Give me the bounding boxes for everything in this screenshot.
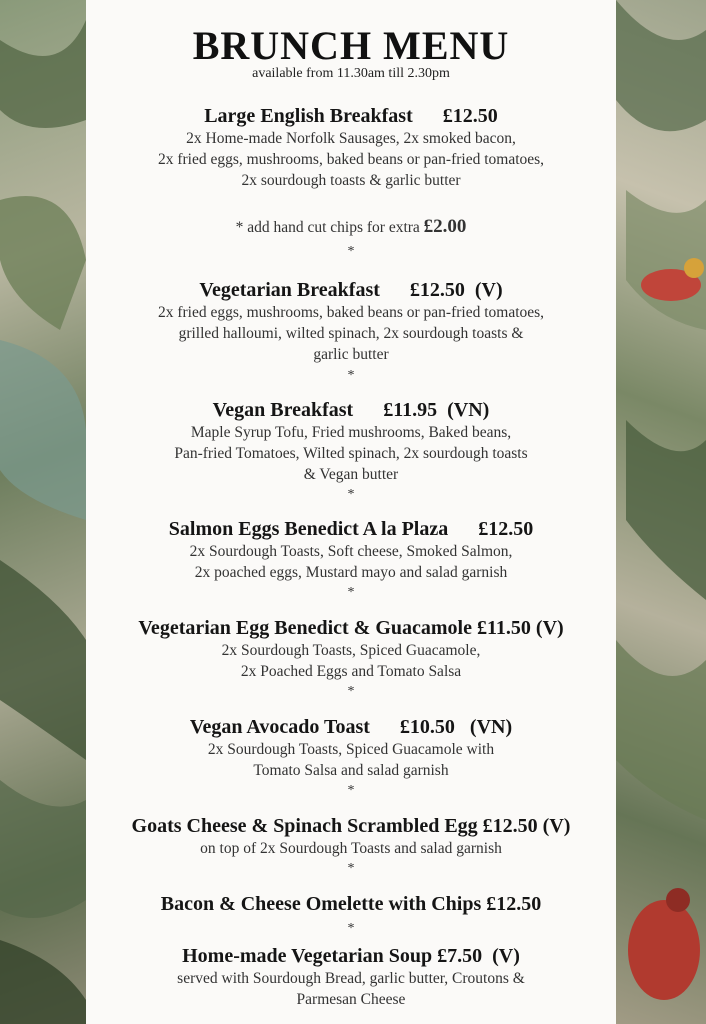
menu-item-price: £11.95 (383, 399, 438, 421)
menu-item-heading (86, 517, 616, 541)
menu-panel (86, 0, 616, 1024)
menu-item-heading (86, 944, 616, 968)
menu-item-description: 2x Sourdough Toasts, Soft cheese, Smoked Salmon, 2x poached eggs, Mustard mayo and salad garnish (189, 543, 513, 581)
menu-item (86, 398, 616, 485)
menu-item-description: 2x Sourdough Toasts, Spiced Guacamole with Tomato Salsa and salad garnish (207, 741, 495, 779)
menu-item-heading (86, 278, 616, 302)
separator-star: * (347, 585, 355, 600)
separator-star: * (347, 244, 355, 259)
menu-item-price: £12.50 (409, 279, 465, 301)
menu-item-diet-tag: (V) (492, 945, 520, 967)
menu-item-name: Goats Cheese & Spinach Scrambled Egg (131, 815, 478, 837)
menu-item-name: Vegan Avocado Toast (189, 716, 370, 738)
menu-item-price: £10.50 (399, 716, 455, 738)
separator-star: * (347, 487, 355, 502)
menu-item-diet-tag: (VN) (469, 716, 513, 738)
separator-star: * (347, 684, 355, 699)
menu-item-heading (86, 814, 616, 838)
separator-star: * (347, 783, 355, 798)
separator-star: * (347, 921, 355, 936)
menu-item-diet-tag: (V) (542, 815, 571, 837)
menu-item-price: £12.50 (486, 893, 542, 915)
menu-item (86, 517, 616, 583)
menu-item-name: Large English Breakfast (204, 105, 413, 127)
menu-item (86, 892, 616, 916)
left-foliage-background (0, 0, 86, 1024)
menu-item-price: £7.50 (437, 945, 483, 967)
right-foliage-background (616, 0, 706, 1024)
menu-item-description: on top of 2x Sourdough Toasts and salad garnish (200, 840, 502, 857)
menu-item-name: Home-made Vegetarian Soup (182, 945, 433, 967)
bird-bottom-illustration (628, 900, 700, 1000)
extra-chips-note (86, 216, 616, 238)
menu-item-price: £12.50 (478, 518, 534, 540)
separator-star: * (347, 368, 355, 383)
menu-item-description: 2x Home-made Norfolk Sausages, 2x smoked bacon, 2x fried eggs, mushrooms, baked beans or pan-fried tomatoes, 2x sourdough toasts & garlic butter (157, 130, 545, 189)
menu-item-diet-tag: (V) (535, 617, 564, 639)
menu-item-description: 2x fried eggs, mushrooms, baked beans or pan-fried tomatoes, grilled halloumi, wilted spinach, 2x sourdough toasts & garlic butter (157, 304, 545, 363)
menu-item-description: Maple Syrup Tofu, Fried mushrooms, Baked beans, Pan-fried Tomatoes, Wilted spinach, 2x sourdough toasts & Vegan butter (174, 424, 528, 483)
menu-item (86, 944, 616, 1010)
palm-leaves-and-birds-illustration (616, 0, 706, 1024)
menu-item-price: £11.50 (477, 617, 531, 639)
menu-item-heading (86, 104, 616, 128)
separator-star: * (347, 861, 355, 876)
palm-leaves-illustration (0, 0, 86, 1024)
menu-item-heading (86, 892, 616, 916)
extra-chips-price: £2.00 (423, 216, 467, 237)
menu-item-name: Vegetarian Egg Benedict & Guacamole (138, 617, 472, 639)
menu-item (86, 104, 616, 191)
menu-item-name: Vegan Breakfast (212, 399, 354, 421)
menu-item-diet-tag: (VN) (447, 399, 490, 421)
menu-title: BRUNCH MENU (192, 23, 510, 68)
menu-item-name: Vegetarian Breakfast (199, 279, 380, 301)
menu-item-name: Bacon & Cheese Omelette with Chips (160, 893, 482, 915)
menu-item (86, 616, 616, 682)
menu-item-heading (86, 616, 616, 640)
menu-item-description: served with Sourdough Bread, garlic butter, Croutons & Parmesan Cheese (177, 970, 525, 1008)
menu-item (86, 715, 616, 781)
menu-item-price: £12.50 (442, 105, 498, 127)
menu-item (86, 814, 616, 859)
extra-chips-text: * add hand cut chips for extra (235, 219, 420, 236)
menu-item-description: 2x Sourdough Toasts, Spiced Guacamole, 2x Poached Eggs and Tomato Salsa (221, 642, 481, 680)
menu-item-diet-tag: (V) (474, 279, 503, 301)
menu-item-heading (86, 398, 616, 422)
menu-item-heading (86, 715, 616, 739)
menu-availability: available from 11.30am till 2.30pm (252, 66, 450, 81)
menu-item (86, 278, 616, 365)
menu-item-name: Salmon Eggs Benedict A la Plaza (168, 518, 449, 540)
menu-item-price: £12.50 (482, 815, 538, 837)
